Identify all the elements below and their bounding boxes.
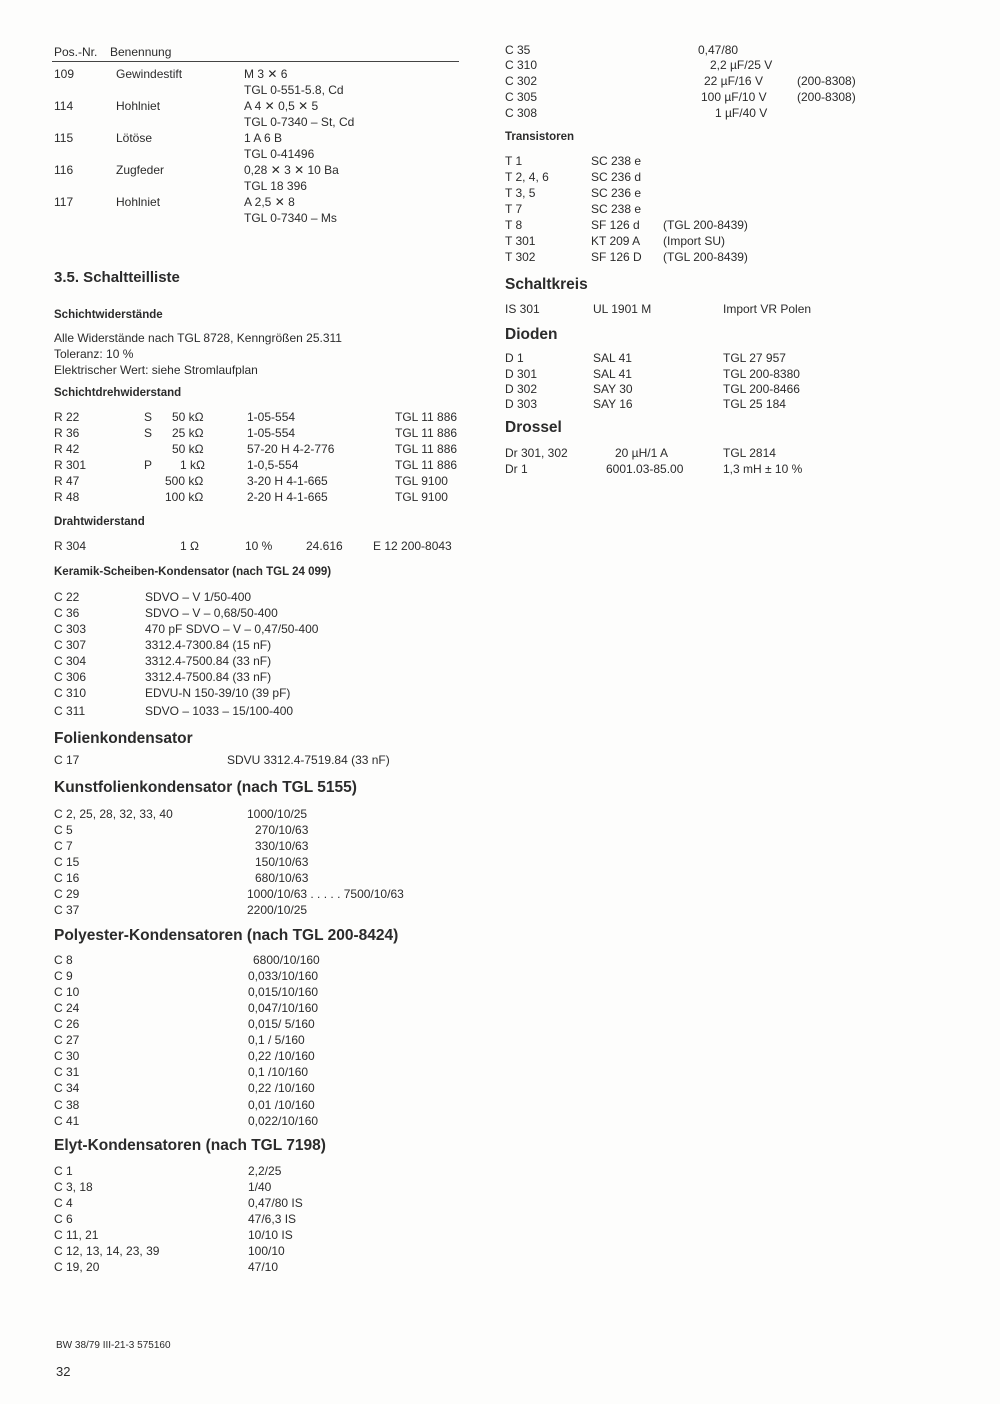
- type: SF 126 d: [591, 218, 640, 232]
- part: 57-20 H 4-2-776: [247, 442, 335, 456]
- spec: 10/10 IS: [248, 1228, 293, 1242]
- spec: 0,047/10/160: [248, 1001, 319, 1015]
- value: 1 kΩ: [180, 458, 205, 472]
- ref: R 42: [54, 442, 80, 456]
- type: SAY 30: [593, 382, 633, 396]
- value: 1 Ω: [180, 539, 199, 553]
- keramik-heading: Keramik-Scheiben-Kondensator (nach TGL 24 099): [54, 566, 332, 578]
- spec: 2200/10/25: [247, 903, 308, 917]
- drahtwiderstand-heading: Drahtwiderstand: [54, 516, 145, 528]
- ref: C 306: [54, 670, 87, 684]
- tgl: TGL 11 886: [395, 410, 458, 424]
- ref: R 22: [54, 410, 80, 424]
- spec: 0,01 /10/160: [248, 1098, 315, 1112]
- value: 50 kΩ: [172, 410, 204, 424]
- spec: 0,47/80 IS: [248, 1196, 303, 1210]
- spec: 1/40: [248, 1180, 272, 1194]
- spec: 0,022/10/160: [248, 1114, 319, 1128]
- tgl: TGL 11 886: [395, 442, 458, 456]
- note: (TGL 200-8439): [663, 218, 748, 232]
- value: 25 kΩ: [172, 426, 204, 440]
- ref: R 36: [54, 426, 80, 440]
- value: 0,47/80: [698, 43, 739, 57]
- part: 1-05-554: [247, 410, 296, 424]
- ref: C 41: [54, 1114, 80, 1128]
- ref: C 302: [505, 74, 538, 88]
- benennung-header: Benennung: [110, 45, 172, 59]
- ref: C 19, 20: [54, 1260, 100, 1274]
- ref: C 5: [54, 823, 73, 837]
- value: 6001.03-85.00: [606, 462, 684, 476]
- elektrischer-wert-note: Elektrischer Wert: siehe Stromlaufplan: [54, 363, 258, 377]
- ref: Dr 301, 302: [505, 446, 568, 460]
- ref: C 37: [54, 903, 80, 917]
- ref: C 310: [505, 58, 538, 72]
- ref: C 22: [54, 590, 80, 604]
- schichtdrehwiderstand-heading: Schichtdrehwiderstand: [54, 387, 182, 399]
- spec: 47/6,3 IS: [248, 1212, 297, 1226]
- ref: T 2, 4, 6: [505, 170, 549, 184]
- note: (TGL 200-8439): [663, 250, 748, 264]
- spec: 0,1 / 5/160: [248, 1033, 305, 1047]
- type: SAY 16: [593, 397, 633, 411]
- part-name: Lötöse: [116, 131, 153, 145]
- ref: C 9: [54, 969, 73, 983]
- spec: SDVU 3312.4-7519.84 (33 nF): [227, 753, 390, 767]
- spec: SDVO – V – 0,68/50-400: [145, 606, 278, 620]
- ref: T 302: [505, 250, 536, 264]
- toleranz-note: Toleranz: 10 %: [54, 347, 134, 361]
- value: 22 µF/16 V: [704, 74, 763, 88]
- ref: C 36: [54, 606, 80, 620]
- ref: C 8: [54, 953, 73, 967]
- part-spec: M 3 ✕ 6: [244, 67, 288, 81]
- tgl: TGL 2814: [723, 446, 776, 460]
- value: 1 µF/40 V: [715, 106, 768, 120]
- part-standard: TGL 0-7340 – St, Cd: [244, 115, 355, 129]
- tolerance: 10 %: [245, 539, 273, 553]
- ref: C 26: [54, 1017, 80, 1031]
- spec: 3312.4-7500.84 (33 nF): [145, 670, 272, 684]
- ref: C 305: [505, 90, 538, 104]
- spec: 150/10/63: [255, 855, 309, 869]
- spec: 100/10: [248, 1244, 285, 1258]
- ref: C 31: [54, 1065, 80, 1079]
- type: SAL 41: [593, 367, 632, 381]
- ref: C 303: [54, 622, 87, 636]
- ref: D 302: [505, 382, 538, 396]
- type: SC 236 d: [591, 170, 642, 184]
- type: S: [144, 410, 153, 424]
- part-number: 109: [54, 67, 75, 81]
- spec: 47/10: [248, 1260, 279, 1274]
- drossel-heading: Drossel: [505, 419, 562, 436]
- ref: C 307: [54, 638, 87, 652]
- part-number: 115: [54, 131, 74, 145]
- type: P: [144, 458, 153, 472]
- part: 2-20 H 4-1-665: [247, 490, 328, 504]
- type: SC 236 e: [591, 186, 642, 200]
- spec: 3312.4-7500.84 (33 nF): [145, 654, 272, 668]
- spec: 0,015/ 5/160: [248, 1017, 315, 1031]
- spec: SDVO – 1033 – 15/100-400: [145, 704, 294, 718]
- ref: C 15: [54, 855, 80, 869]
- ref: R 48: [54, 490, 80, 504]
- pos-nr-header: Pos.-Nr.: [54, 45, 98, 59]
- tgl: TGL 9100: [395, 490, 448, 504]
- spec: 270/10/63: [255, 823, 309, 837]
- dioden-heading: Dioden: [505, 326, 558, 343]
- part: 3-20 H 4-1-665: [247, 474, 328, 488]
- spec: 0,015/10/160: [248, 985, 319, 999]
- ref: C 311: [54, 704, 86, 718]
- value: 2,2 µF/25 V: [710, 58, 773, 72]
- note: (200-8308): [797, 90, 856, 104]
- ref: Dr 1: [505, 462, 528, 476]
- ref: D 303: [505, 397, 538, 411]
- ref: T 8: [505, 218, 523, 232]
- type: SF 126 D: [591, 250, 642, 264]
- part-number: 114: [54, 99, 74, 113]
- tgl: TGL 11 886: [395, 426, 458, 440]
- ref: R 304: [54, 539, 87, 553]
- spec: 1000/10/25: [247, 807, 308, 821]
- spec: 0,22 /10/160: [248, 1081, 315, 1095]
- page-number: 32: [56, 1364, 71, 1379]
- ref: D 301: [505, 367, 538, 381]
- elyt-heading: Elyt-Kondensatoren (nach TGL 7198): [54, 1137, 326, 1154]
- section-title: 3.5. Schaltteilliste: [54, 269, 180, 286]
- part-spec: A 2,5 ✕ 8: [244, 195, 295, 209]
- tgl: TGL 27 957: [723, 351, 786, 365]
- spec: 3312.4-7300.84 (15 nF): [145, 638, 272, 652]
- header-rule: [52, 61, 459, 62]
- ref: R 301: [54, 458, 87, 472]
- part-name: Hohlniet: [116, 195, 161, 209]
- ref: C 38: [54, 1098, 80, 1112]
- type: UL 1901 M: [593, 302, 652, 316]
- spec: 0,033/10/160: [248, 969, 319, 983]
- ref: T 7: [505, 202, 523, 216]
- tgl: TGL 9100: [395, 474, 448, 488]
- part: 1-05-554: [247, 426, 296, 440]
- value: 20 µH/1 A: [615, 446, 668, 460]
- ref: C 27: [54, 1033, 80, 1047]
- ref: R 47: [54, 474, 80, 488]
- spec: 1000/10/63 . . . . . 7500/10/63: [247, 887, 404, 901]
- ref: C 6: [54, 1212, 73, 1226]
- ref: C 12, 13, 14, 23, 39: [54, 1244, 160, 1258]
- ref: C 3, 18: [54, 1180, 93, 1194]
- part-standard: TGL 0-551-5.8, Cd: [244, 83, 344, 97]
- value: 50 kΩ: [172, 442, 204, 456]
- schichtwiderstaende-heading: Schichtwiderstände: [54, 309, 163, 321]
- polyester-heading: Polyester-Kondensatoren (nach TGL 200-8424): [54, 927, 399, 944]
- tgl: TGL 11 886: [395, 458, 458, 472]
- value: 100 kΩ: [165, 490, 204, 504]
- spec: 2,2/25: [248, 1164, 282, 1178]
- part-spec: 0,28 ✕ 3 ✕ 10 Ba: [244, 163, 339, 177]
- type: KT 209 A: [591, 234, 641, 248]
- part-spec: A 4 ✕ 0,5 ✕ 5: [244, 99, 319, 113]
- tgl: TGL 200-8380: [723, 367, 800, 381]
- ref: C 29: [54, 887, 80, 901]
- print-code: BW 38/79 III-21-3 575160: [56, 1340, 171, 1351]
- folien-heading: Folienkondensator: [54, 730, 193, 747]
- spec: 330/10/63: [255, 839, 309, 853]
- schichtwiderstaende-note: Alle Widerstände nach TGL 8728, Kenngrößen 25.311: [54, 331, 342, 345]
- part-name: Zugfeder: [116, 163, 165, 177]
- schaltkreis-heading: Schaltkreis: [505, 276, 588, 293]
- spec: 6800/10/160: [253, 953, 320, 967]
- ref: C 1: [54, 1164, 73, 1178]
- part-name: Hohlniet: [116, 99, 161, 113]
- spec: SDVO – V 1/50-400: [145, 590, 252, 604]
- kunstfolien-heading: Kunstfolienkondensator (nach TGL 5155): [54, 779, 357, 796]
- part-standard: TGL 18 396: [244, 179, 307, 193]
- spec: 470 pF SDVO – V – 0,47/50-400: [145, 622, 319, 636]
- ref: C 11, 21: [54, 1228, 99, 1242]
- series: E 12 200-8043: [373, 539, 452, 553]
- ref: T 301: [505, 234, 536, 248]
- type: S: [144, 426, 153, 440]
- tgl: TGL 25 184: [723, 397, 786, 411]
- ref: IS 301: [505, 302, 540, 316]
- type: SAL 41: [593, 351, 632, 365]
- spec: 0,1 /10/160: [248, 1065, 309, 1079]
- type: SC 238 e: [591, 154, 642, 168]
- ref: C 10: [54, 985, 80, 999]
- spec: 0,22 /10/160: [248, 1049, 315, 1063]
- spec: EDVU-N 150-39/10 (39 pF): [145, 686, 291, 700]
- ref: C 304: [54, 654, 87, 668]
- note: (200-8308): [797, 74, 856, 88]
- ref: C 2, 25, 28, 32, 33, 40: [54, 807, 173, 821]
- ref: C 16: [54, 871, 80, 885]
- ref: C 308: [505, 106, 538, 120]
- spec: 680/10/63: [255, 871, 309, 885]
- ref: C 34: [54, 1081, 80, 1095]
- ref: C 310: [54, 686, 87, 700]
- ref: C 7: [54, 839, 73, 853]
- note: (Import SU): [663, 234, 726, 248]
- part-number: 117: [54, 195, 74, 209]
- part: 1-0,5-554: [247, 458, 299, 472]
- transistoren-heading: Transistoren: [505, 131, 575, 143]
- value: 100 µF/10 V: [701, 90, 767, 104]
- part-name: Gewindestift: [116, 67, 183, 81]
- ref: T 1: [505, 154, 523, 168]
- part-standard: TGL 0-7340 – Ms: [244, 211, 337, 225]
- type: SC 238 e: [591, 202, 642, 216]
- ref: C 24: [54, 1001, 80, 1015]
- part-number: 116: [54, 163, 74, 177]
- note: Import VR Polen: [723, 302, 812, 316]
- tgl: TGL 200-8466: [723, 382, 800, 396]
- ref: T 3, 5: [505, 186, 536, 200]
- part-spec: 1 A 6 B: [244, 131, 283, 145]
- value: 500 kΩ: [165, 474, 204, 488]
- ref: D 1: [505, 351, 524, 365]
- ref: C 17: [54, 753, 80, 767]
- ref: C 30: [54, 1049, 80, 1063]
- code: 24.616: [306, 539, 343, 553]
- part-standard: TGL 0-41496: [244, 147, 315, 161]
- tgl: 1,3 mH ± 10 %: [723, 462, 803, 476]
- ref: C 4: [54, 1196, 73, 1210]
- ref: C 35: [505, 43, 531, 57]
